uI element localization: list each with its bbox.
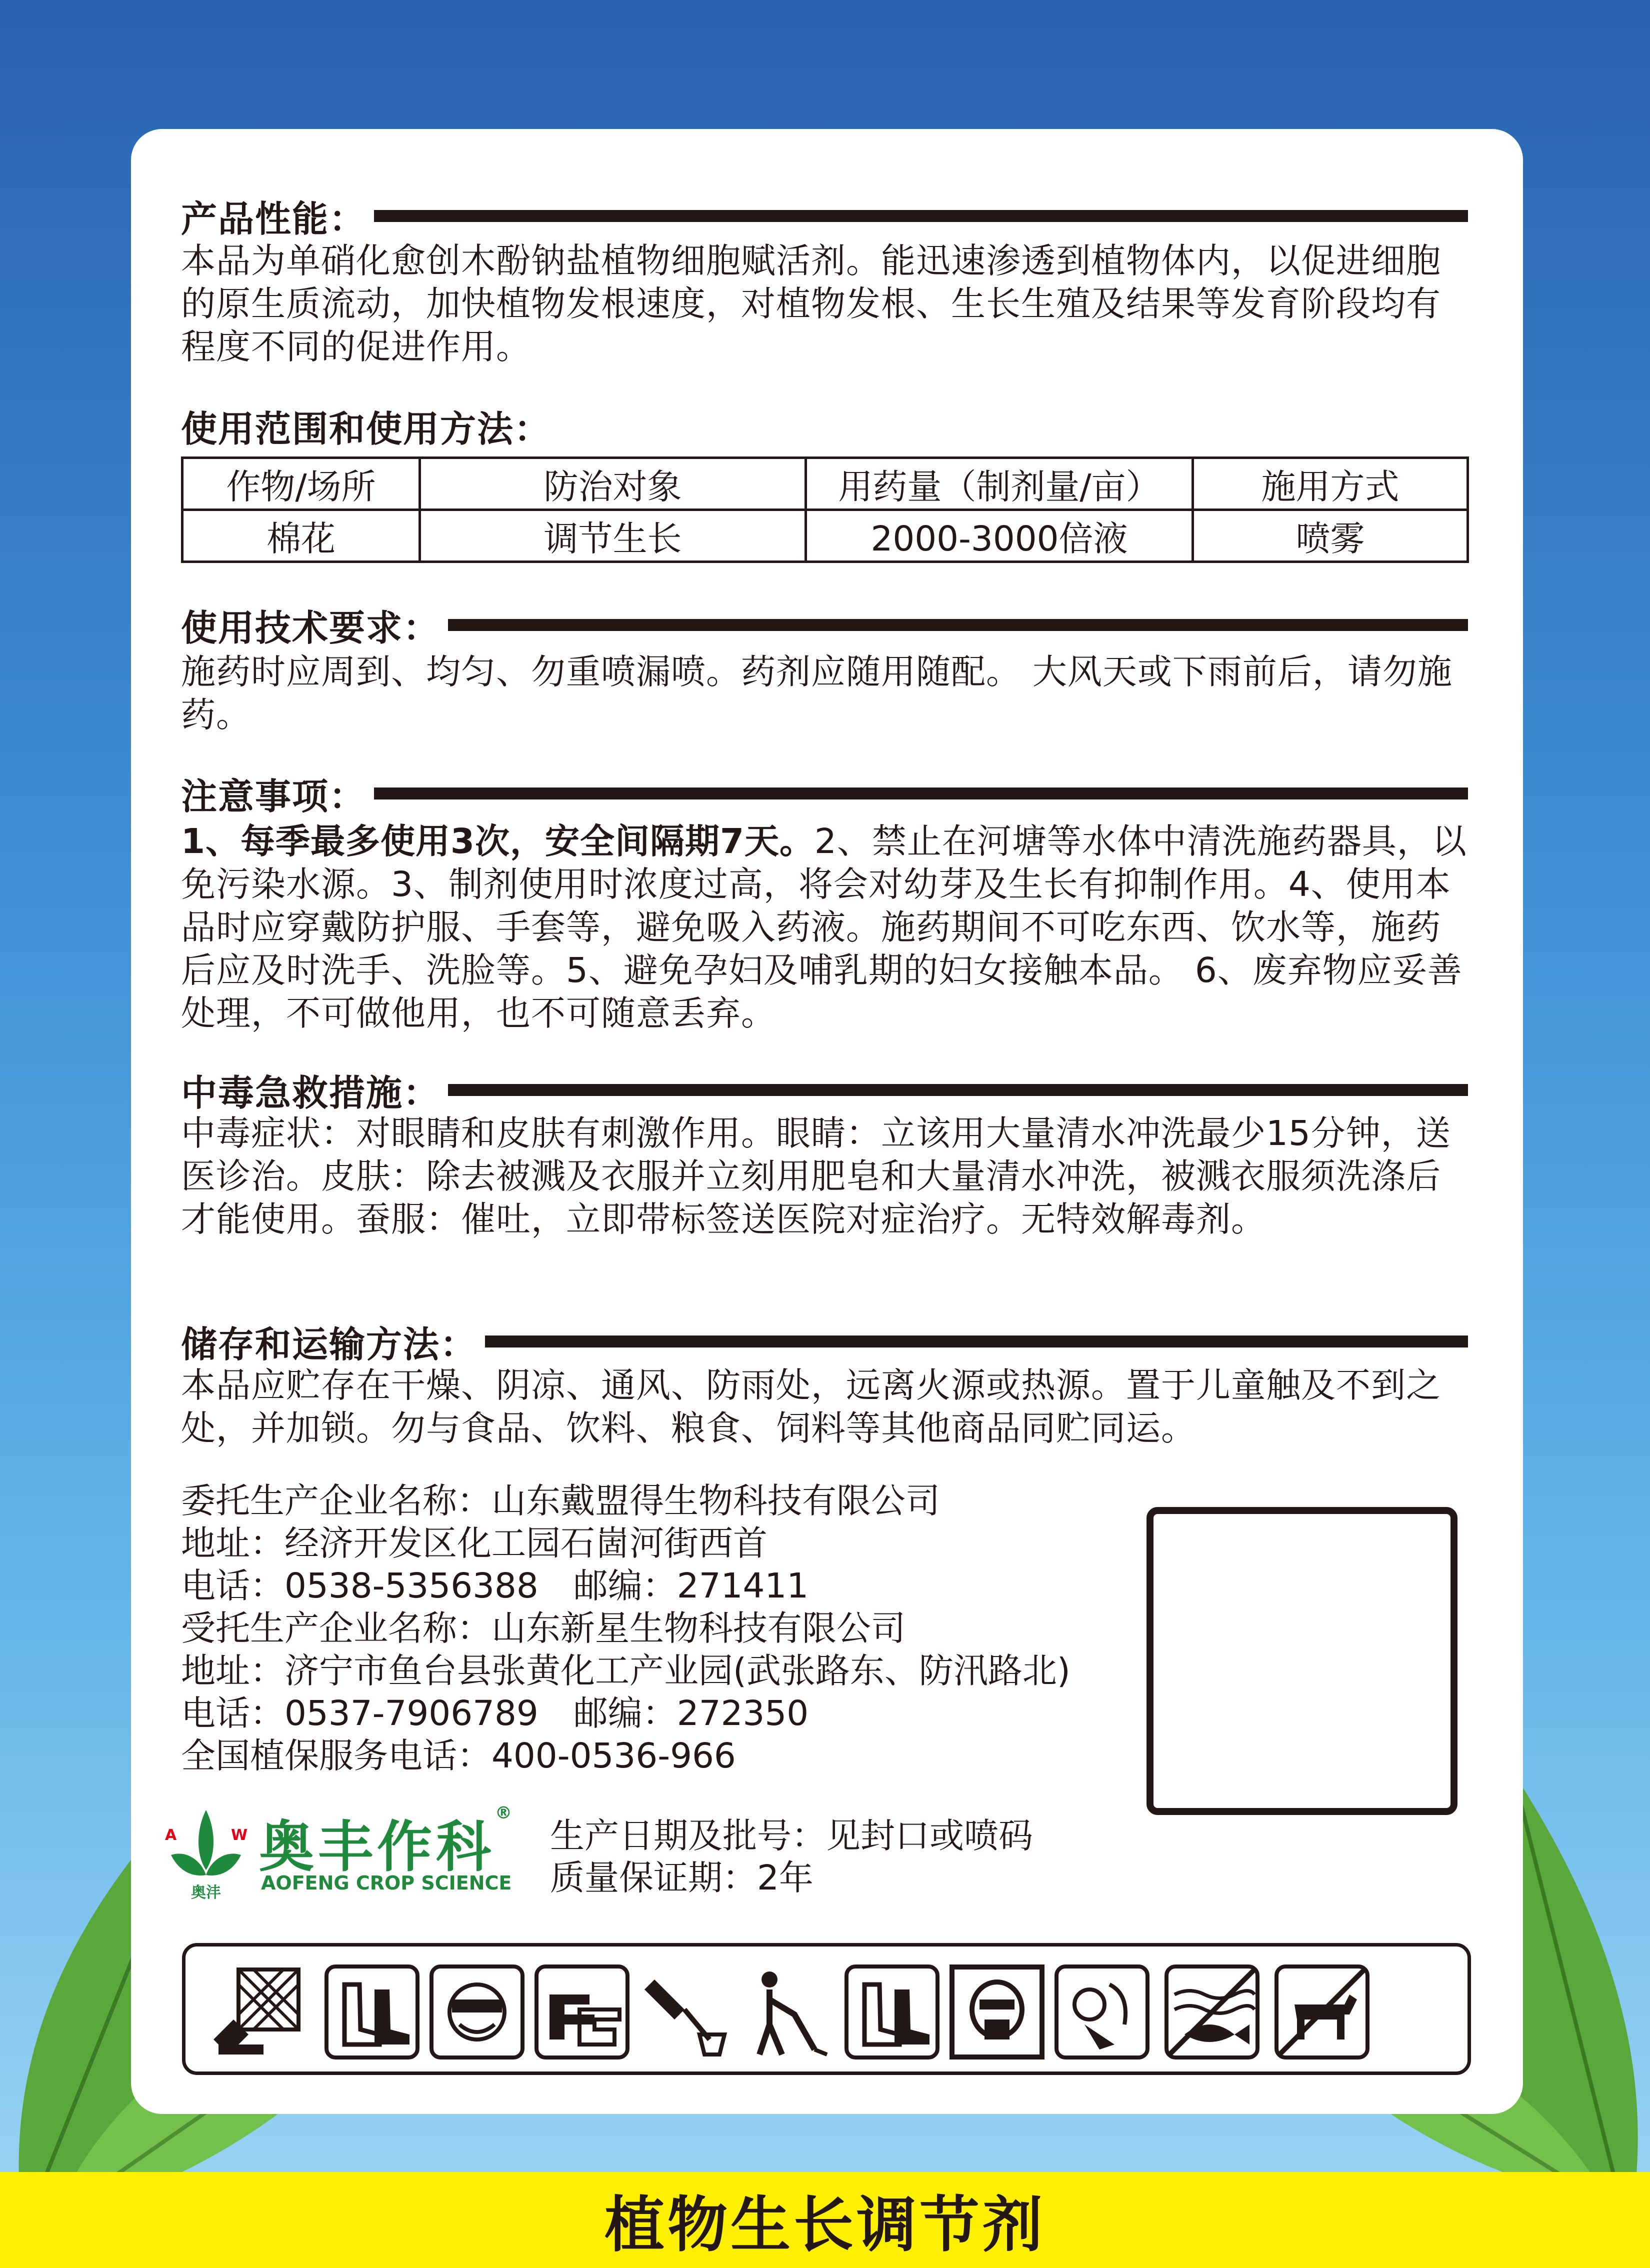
maker-address: 地址：济宁市鱼台县张黄化工产业园(武张路东、防汛路北) — [181, 1651, 1070, 1691]
heading-rule — [485, 1336, 1468, 1348]
storage-text: 本品应贮存在干燥、阴凉、通风、防雨处，远离火源或热源。置于儿童触及不到之处，并加锁。勿与食品、饮料、粮食、饲料等其他商品同贮同运。 — [181, 1366, 1441, 1448]
no-contact-water-icon — [204, 1964, 304, 2060]
notes-bold-text: 1、每季最多使用3次，安全间隔期7天。 — [181, 822, 815, 862]
wash-after-icon — [1054, 1964, 1150, 2060]
usage-header-row — [182, 458, 1468, 510]
header-crop: 作物/场所 — [182, 458, 420, 510]
respirator-icon — [950, 1964, 1044, 2060]
heading-rule — [448, 619, 1468, 631]
mixing-icon — [640, 1964, 734, 2060]
heading-rule — [374, 210, 1468, 222]
cell-target: 调节生长 — [420, 510, 806, 562]
entrust-phone: 电话：0538-5356388 — [181, 1566, 538, 1606]
service-hotline: 全国植保服务电话：400-0536-966 — [181, 1736, 736, 1776]
brand-name-cn — [259, 1803, 516, 1882]
svg-text:W: W — [231, 1826, 248, 1844]
product-category-title: 植物生长调节剂 — [604, 2190, 1046, 2260]
wear-mask-icon — [430, 1964, 524, 2060]
logo-small-text: 奥沣 — [191, 1884, 221, 1902]
usage-title: 使用范围和使用方法： — [181, 408, 552, 450]
technique-text: 施药时应周到、均匀、勿重喷漏喷。药剂应随用随配。 大风天或下雨前后，请勿施药。 — [181, 652, 1452, 735]
technique-heading — [181, 605, 1468, 649]
wear-boots-icon — [324, 1964, 420, 2060]
performance-title: 产品性能： — [181, 198, 366, 240]
maker-postcode: 邮编：272350 — [573, 1694, 809, 1734]
firstaid-heading — [181, 1070, 1468, 1114]
firstaid-title: 中毒急救措施： — [181, 1072, 440, 1114]
heading-rule — [374, 788, 1468, 800]
harmful-to-fish-icon — [1164, 1964, 1260, 2060]
technique-title: 使用技术要求： — [181, 607, 440, 649]
performance-text: 本品为单硝化愈创木酚钠盐植物细胞赋活剂。能迅速渗透到植物体内，以促进细胞的原生质流动，加快植物发根速度，对植物发根、生长生殖及结果等发育阶段均有程度不同的促进作用。 — [181, 241, 1441, 367]
spraying-icon — [740, 1964, 834, 2060]
cell-crop: 棉花 — [182, 510, 420, 562]
heading-rule — [448, 1084, 1468, 1096]
batch-info: 生产日期及批号：见封口或喷码 — [550, 1816, 1033, 1856]
product-info — [550, 1815, 1033, 1899]
wear-boots-icon-2 — [844, 1964, 940, 2060]
notes-title: 注意事项： — [181, 776, 366, 818]
maker-contact — [181, 1692, 1181, 1735]
registered-mark: ® — [495, 1803, 516, 1823]
storage-title: 储存和运输方法： — [181, 1324, 478, 1366]
entrust-postcode: 邮编：271411 — [573, 1566, 809, 1606]
storage-heading — [181, 1322, 1468, 1366]
header-method: 施用方式 — [1193, 458, 1468, 510]
firstaid-text: 中毒症状：对眼睛和皮肤有刺激作用。眼睛：立该用大量清水冲洗最少15分钟，送医诊治。皮肤：除去被溅及衣服并立刻用肥皂和大量清水冲洗，被溅衣服须洗涤后才能使用。蚕服：催吐，立即带标签送医院对症治疗。无特效解毒剂。 — [181, 1114, 1451, 1240]
entrust-contact — [181, 1565, 1181, 1608]
svg-text:A: A — [165, 1826, 177, 1844]
header-target: 防治对象 — [420, 458, 806, 510]
usage-heading — [181, 406, 1468, 450]
safety-pictograms — [182, 1943, 1471, 2075]
cell-dosage: 2000-3000倍液 — [806, 510, 1193, 562]
qr-code-box — [1146, 1507, 1458, 1815]
brand-name-cn-text: 奥丰作科 — [259, 1815, 495, 1879]
maker-phone: 电话：0537-7906789 — [181, 1694, 538, 1734]
header-dosage: 用药量（制剂量/亩） — [806, 458, 1193, 510]
performance-heading — [181, 196, 1468, 240]
company-info — [181, 1480, 1181, 1778]
entrust-company-name: 委托生产企业名称：山东戴盟得生物科技有限公司 — [181, 1481, 940, 1521]
notes-body-text: 2、禁止在河塘等水体中清洗施药器具，以免污染水源。3、制剂使用时浓度过高，将会对幼芽及生长有抑制作用。4、使用本品时应穿戴防护服、手套等，避免吸入药液。施药期间不可吃东西、饮水等，施药后应及时洗手、洗脸等。5、避免孕妇及哺乳期的妇女接触本品。 6、废弃物应妥善处理，不可做他用，也不可随意丢弃。 — [181, 822, 1467, 1034]
entrust-address: 地址：经济开发区化工园石崮河街西首 — [181, 1524, 768, 1564]
notes-heading — [181, 774, 1468, 818]
wear-gloves-icon — [534, 1964, 630, 2060]
cell-method: 喷雾 — [1193, 510, 1468, 562]
notes-text — [181, 820, 1470, 1035]
maker-company-name: 受托生产企业名称：山东新星生物科技有限公司 — [181, 1608, 906, 1648]
harmful-to-livestock-icon — [1274, 1964, 1370, 2060]
usage-table — [181, 456, 1469, 563]
warranty-info: 质量保证期：2年 — [550, 1858, 814, 1898]
usage-data-row — [182, 510, 1468, 562]
brand-name-en: AOFENG CROP SCIENCE — [261, 1872, 512, 1894]
